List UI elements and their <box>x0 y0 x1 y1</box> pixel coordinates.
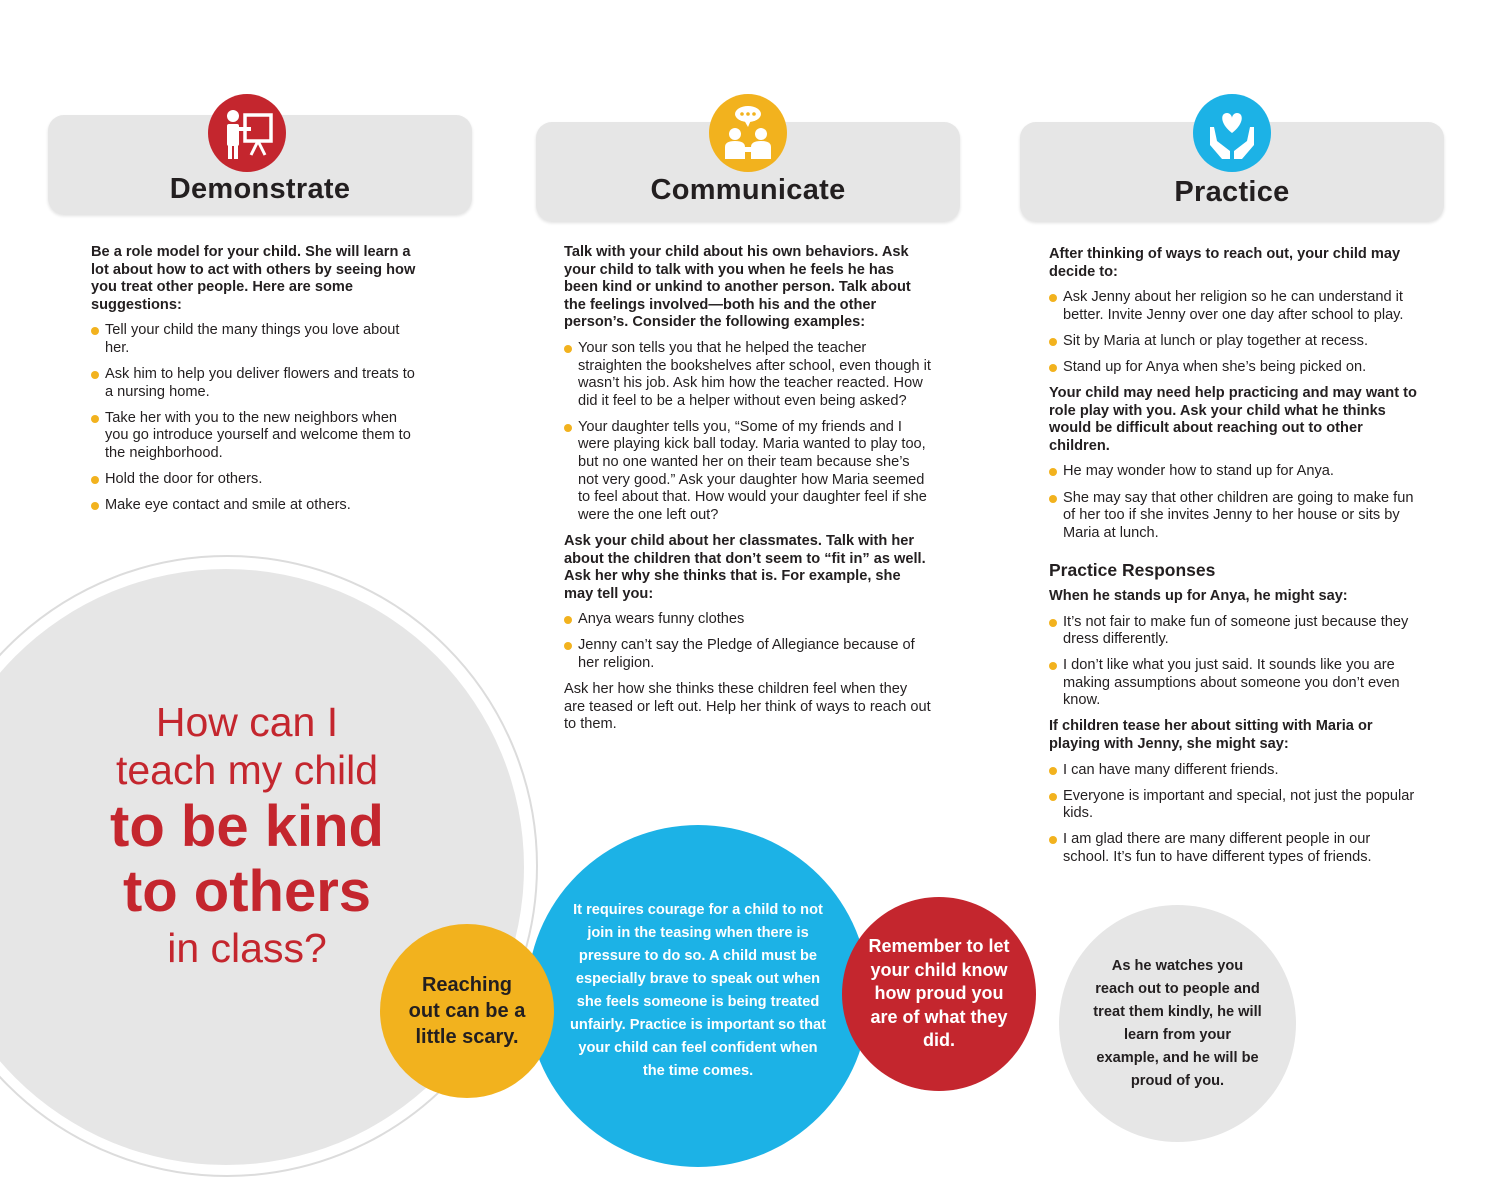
communicate-closing: Ask her how she thinks these children feel when they are teased or left out. Help her think of ways to reach out to them. <box>564 681 931 733</box>
demonstrate-intro: Be a role model for your child. She will learn a lot about how to act with others by seeing how you treat other people. Here are some suggestions: <box>91 244 416 313</box>
heart-hands-icon <box>1193 94 1271 172</box>
stand-up-list <box>1049 614 1417 710</box>
communicate-title: Communicate <box>650 174 846 206</box>
example-bubble-text: As he watches you reach out to people and treat them kindly, he will learn from your example, and he will be proud of you. <box>1093 957 1262 1089</box>
courage-bubble-text: It requires courage for a child to not join in the teasing when there is pressure to do so. A child must be especially brave to speak out when she feels someone is being treated unfairly. Practice is important so that your child can feel confident when the time comes. <box>570 902 826 1079</box>
question-line-5: in class? <box>167 925 327 971</box>
list-item: Your son tells you that he helped the teacher straighten the bookshelves after school, even though it wasn’t his job. Ask him how the teacher reacted. How did it feel to be a helper without even being asked? <box>564 340 932 410</box>
list-item: Take her with you to the new neighbors when you go introduce yourself and welcome them to the neighborhood. <box>91 410 421 463</box>
courage-bubble <box>527 825 869 1167</box>
practice-intro: After thinking of ways to reach out, your child may decide to: <box>1049 246 1401 280</box>
communicate-column <box>564 244 932 742</box>
question-line-4: to others <box>122 859 372 924</box>
list-item: Ask Jenny about her religion so he can understand it better. Invite Jenny over one day after school to play. <box>1049 289 1417 324</box>
list-item: He may wonder how to stand up for Anya. <box>1049 463 1417 481</box>
question-line-1: How can I <box>155 699 339 745</box>
scary-bubble <box>380 924 554 1098</box>
list-item: Tell your child the many things you love about her. <box>91 322 421 357</box>
teacher-presentation-icon <box>208 94 286 172</box>
demonstrate-list <box>91 322 421 514</box>
proud-bubble <box>842 897 1036 1091</box>
main-question <box>40 698 454 972</box>
example-bubble <box>1059 905 1296 1142</box>
practice-title: Practice <box>1174 176 1290 208</box>
help-intro: Your child may need help practicing and may want to role play with you. Ask your child what he thinks would be difficult about reaching out to other children. <box>1049 385 1417 454</box>
demonstrate-title: Demonstrate <box>169 173 351 205</box>
list-item: Ask him to help you deliver flowers and treats to a nursing home. <box>91 366 421 401</box>
list-item: Your daughter tells you, “Some of my friends and I were playing kick ball today. Maria wanted to play too, but no one wanted her on their team because she’s not very good.” Ask your daughter how Maria seemed to feel about that. How would your daughter feel if she were the one left out? <box>564 419 932 525</box>
help-list <box>1049 463 1417 542</box>
list-item: Sit by Maria at lunch or play together at recess. <box>1049 333 1417 351</box>
classmates-intro: Ask your child about her classmates. Talk with her about the children that don’t seem to “fit in” as well. Ask her why she thinks that is. For example, she may tell you: <box>564 532 926 602</box>
list-item: Hold the door for others. <box>91 471 421 489</box>
classmates-list <box>564 611 932 672</box>
tease-list <box>1049 762 1417 867</box>
list-item: She may say that other children are going to make fun of her too if she invites Jenny to her house or sits by Maria at lunch. <box>1049 490 1417 543</box>
list-item: Make eye contact and smile at others. <box>91 497 421 515</box>
scary-bubble-text: Reaching out can be a little scary. <box>408 974 526 1048</box>
practice-column <box>1049 246 1417 875</box>
practice-responses-heading: Practice Responses <box>1049 560 1216 581</box>
question-line-3: to be kind <box>110 794 384 859</box>
question-line-2: teach my child <box>115 747 379 793</box>
list-item: I can have many different friends. <box>1049 762 1417 780</box>
decide-list <box>1049 289 1417 376</box>
list-item: I am glad there are many different people in our school. It’s fun to have different types of friends. <box>1049 831 1417 866</box>
communicate-examples <box>564 340 932 524</box>
communicate-intro: Talk with your child about his own behaviors. Ask your child to talk with you when he feels he has been kind or unkind to another person. Talk about the feelings involved—both his and the other person’s. Consider the following examples: <box>564 244 911 331</box>
tease-intro: If children tease her about sitting with Maria or playing with Jenny, she might say: <box>1049 718 1373 753</box>
demonstrate-column <box>91 244 421 523</box>
list-item: Everyone is important and special, not just the popular kids. <box>1049 788 1417 823</box>
list-item: Jenny can’t say the Pledge of Allegiance because of her religion. <box>564 637 932 672</box>
list-item: Anya wears funny clothes <box>564 611 932 629</box>
proud-bubble-text: Remember to let your child know how proud you are of what they did. <box>868 936 1010 1051</box>
list-item: It’s not fair to make fun of someone just because they dress differently. <box>1049 614 1417 649</box>
people-talking-icon <box>709 94 787 172</box>
list-item: Stand up for Anya when she’s being picked on. <box>1049 359 1417 377</box>
list-item: I don’t like what you just said. It sounds like you are making assumptions about someone you don’t even know. <box>1049 657 1417 710</box>
stand-up-intro: When he stands up for Anya, he might say: <box>1049 587 1348 604</box>
